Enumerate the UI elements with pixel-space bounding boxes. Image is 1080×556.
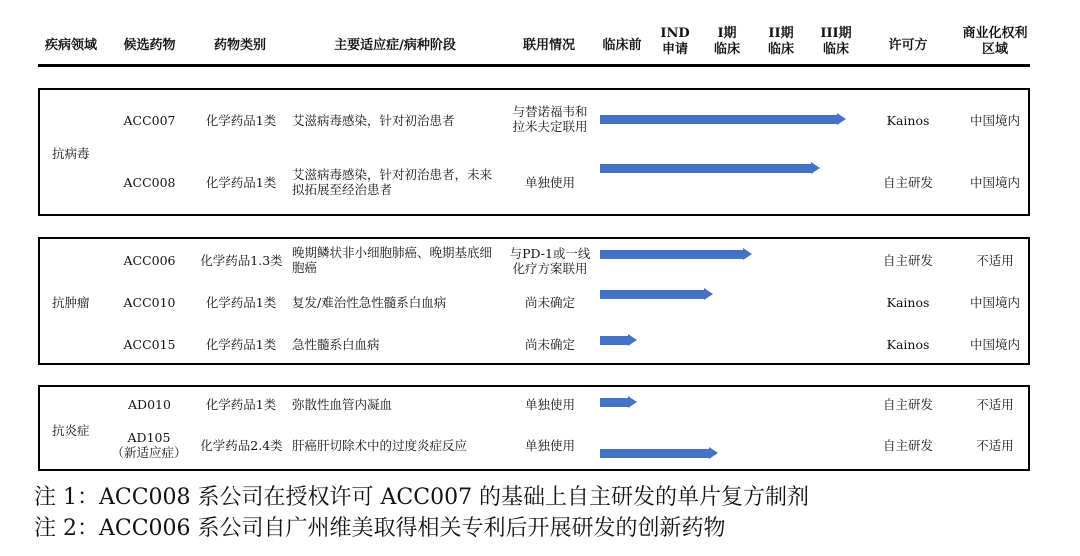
drug-rights: 中国境内 (969, 337, 1020, 352)
drug-name: AD105 （新适应症） (111, 430, 187, 460)
drug-name: ACC010 (123, 295, 176, 310)
drug-combination: 尚未确定 (524, 295, 575, 310)
drug-licensor: Kainos (886, 295, 930, 310)
progress-bar (600, 290, 704, 299)
progress-bar (600, 398, 628, 407)
drug-category: 化学药品2.4类 (200, 438, 283, 453)
drug-name: ACC015 (123, 337, 176, 352)
group-area-label: 抗病毒 (52, 146, 90, 161)
drug-licensor: 自主研发 (882, 253, 933, 268)
drug-licensor: Kainos (886, 337, 930, 352)
drug-name: AD010 (128, 397, 171, 412)
drug-rights: 不适用 (976, 397, 1014, 412)
drug-name: ACC008 (123, 175, 176, 190)
drug-licensor: 自主研发 (882, 175, 933, 190)
header-combination: 联用情况 (522, 38, 575, 53)
header-disease-area: 疾病领域 (44, 38, 97, 53)
drug-indication: 急性髓系白血病 (292, 337, 380, 352)
drug-rights: 中国境内 (969, 295, 1020, 310)
drug-category: 化学药品1类 (205, 295, 277, 310)
header-phase2: II期 临床 (767, 26, 794, 57)
drug-name: ACC006 (123, 253, 176, 268)
header-candidate: 候选药物 (123, 38, 176, 53)
footnote-2: 注 2：ACC006 系公司自广州维美取得相关专利后开展研发的创新药物 (34, 516, 726, 541)
progress-bar (600, 449, 709, 458)
drug-rights: 中国境内 (969, 175, 1020, 190)
progress-bar (600, 250, 743, 259)
progress-bar (600, 336, 628, 345)
group-area-label: 抗炎症 (52, 423, 90, 438)
progress-bar (600, 164, 811, 173)
footnote-1: 注 1：ACC008 系公司在授权许可 ACC007 的基础上自主研发的单片复方制剂 (34, 485, 810, 510)
drug-licensor: 自主研发 (882, 397, 933, 412)
drug-combination: 尚未确定 (524, 337, 575, 352)
drug-indication: 弥散性血管内凝血 (292, 397, 393, 412)
drug-licensor: Kainos (886, 113, 930, 128)
header-rights: 商业化权利 区域 (962, 26, 1028, 57)
drug-category: 化学药品1类 (205, 397, 277, 412)
drug-rights: 不适用 (976, 253, 1014, 268)
drug-rights: 中国境内 (969, 113, 1020, 128)
header-indication: 主要适应症/病种阶段 (334, 38, 456, 53)
drug-combination: 单独使用 (524, 175, 575, 190)
header-ind: IND 申请 (660, 26, 690, 57)
drug-combination: 与PD-1或一线 化疗方案联用 (509, 246, 591, 276)
drug-indication: 晚期鳞状非小细胞肺癌、晚期基底细胞癌 (292, 245, 493, 275)
drug-category: 化学药品1类 (205, 175, 277, 190)
header-phase3: III期 临床 (820, 26, 852, 57)
header-licensor: 许可方 (888, 38, 928, 53)
drug-category: 化学药品1类 (205, 337, 277, 352)
header-divider (38, 64, 1030, 67)
drug-name: ACC007 (123, 113, 176, 128)
drug-combination: 单独使用 (524, 438, 575, 453)
drug-combination: 单独使用 (524, 397, 575, 412)
progress-bar (600, 115, 837, 124)
drug-indication: 艾滋病毒感染，针对初治患者，未来拟拓展至经治患者 (292, 167, 493, 197)
header-preclinical: 临床前 (602, 38, 642, 53)
drug-indication: 肝癌肝切除术中的过度炎症反应 (292, 438, 468, 453)
header-category: 药物类别 (213, 38, 266, 53)
drug-category: 化学药品1类 (205, 113, 277, 128)
drug-combination: 与替诺福韦和 拉米夫定联用 (512, 104, 588, 134)
header-phase1: I期 临床 (713, 26, 740, 57)
drug-indication: 复发/难治性急性髓系白血病 (292, 295, 447, 310)
drug-category: 化学药品1.3类 (200, 253, 283, 268)
group-area-label: 抗肿瘤 (52, 295, 90, 310)
drug-indication: 艾滋病毒感染，针对初治患者 (292, 113, 455, 128)
drug-licensor: 自主研发 (882, 438, 933, 453)
drug-rights: 不适用 (976, 438, 1014, 453)
